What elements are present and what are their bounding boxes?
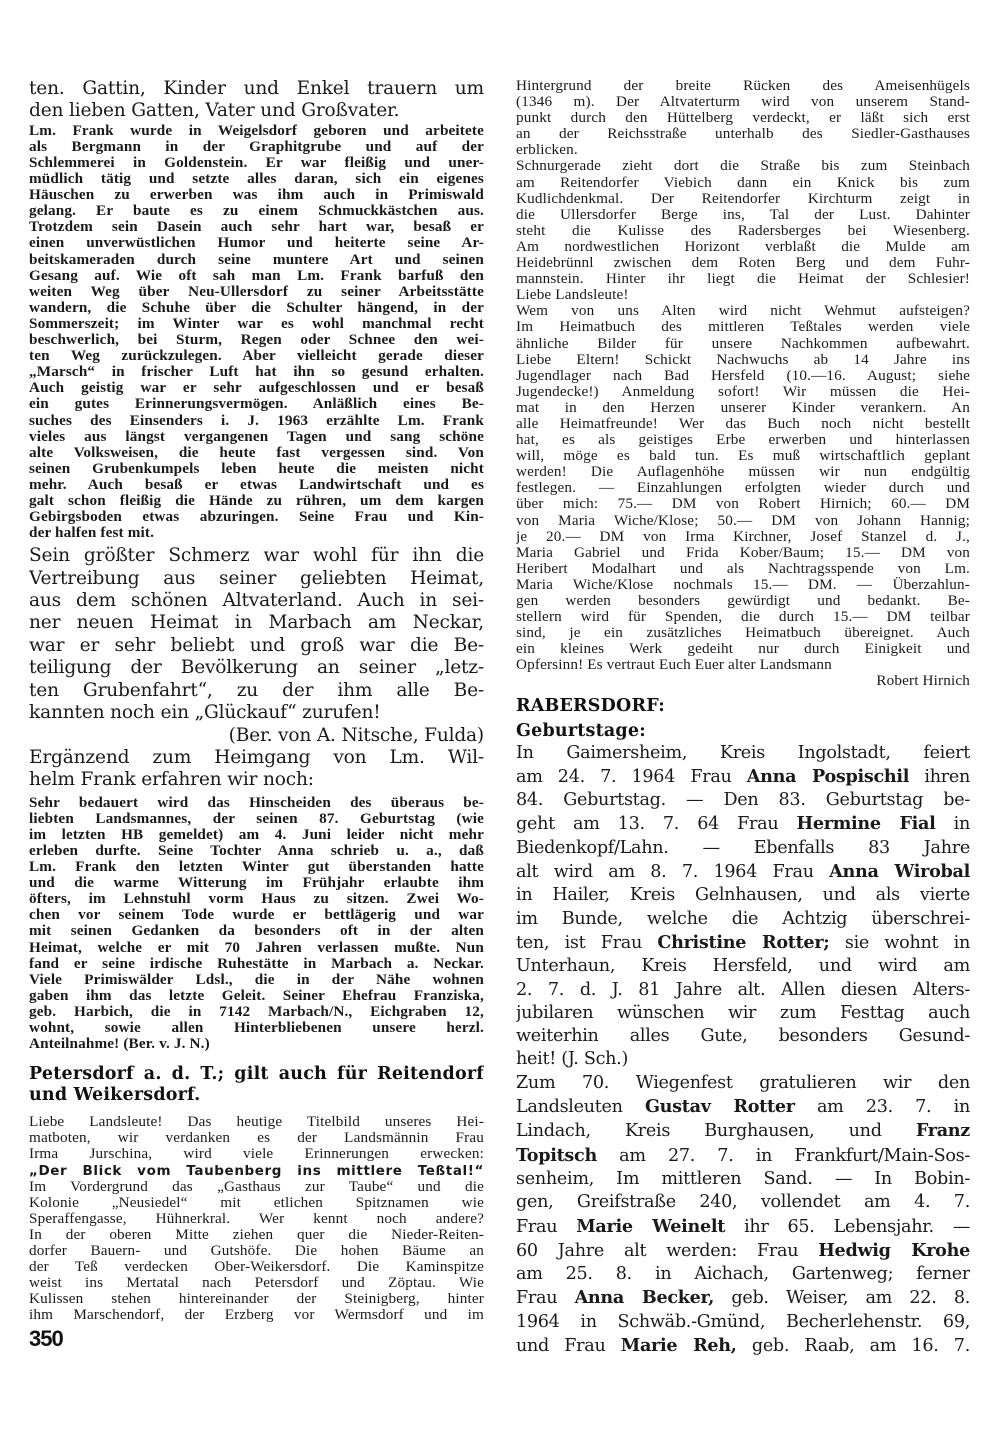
text-line: Im Vordergrund das „Gasthaus zur Taube“ und die (29, 1178, 484, 1195)
text-line: teiligung der Bevölkerung an seiner „letz- (29, 657, 484, 679)
supplement-body (29, 795, 484, 1053)
birthday-text-line (516, 1048, 970, 1071)
birthday-text-line (516, 955, 970, 978)
text-line: ten Weg zurückzulegen. Aber vielleicht gerade dieser (29, 348, 484, 365)
text-line: beschwerlich, bei Sturm, Regen oder Schnee den wei- (29, 332, 484, 349)
text-line: Lm. Frank wurde in Weigelsdorf geboren und arbeitete (29, 122, 484, 139)
birthday-text-line (516, 812, 970, 836)
person-name: Hedwig Krohe (818, 1239, 970, 1261)
text-line: Kolonie „Neusiedel“ mit etlichen Spitznamen wie (29, 1194, 484, 1211)
text-line: (1346 m). Der Altvaterturm wird von unserem Stand- (516, 94, 970, 111)
text-line: erleben durfte. Seine Tochter Anna schrieb u. a., daß (29, 843, 484, 859)
text-line: Schnurgerade zieht dort die Straße bis zum Steinbach (516, 158, 970, 175)
text-line: Kudlichdenkmal. Der Reitendorfer Kirchturm zeigt in (516, 190, 970, 207)
person-name: Anna Wirobal (829, 861, 970, 883)
text-line: ähnliche Bilder für unsere Nachkommen aufbewahrt. (516, 335, 970, 352)
birthday-text-line (516, 1263, 970, 1286)
text-line: Kulissen stehen hintereinander der Steinigberg, hinter (29, 1291, 484, 1308)
text-line: Lm. Frank den letzten Winter gut überstanden hatte (29, 859, 484, 876)
text-run: am 24. 7. 1964 Frau (516, 766, 747, 787)
text-line: Maria Gabriel und Frida Kober/Baum; 15.— DM von (516, 544, 970, 561)
text-line: weiten Weg über Neu-Ullersdorf zu seiner Arbeitsstätte (29, 283, 484, 300)
text-line: Petersdorf a. d. T.; gilt auch für Reitendorf (29, 1064, 484, 1085)
text-line: festlegen. — Einzahlungen erfolgten wieder durch und (516, 480, 970, 497)
text-line: steht die Kulisse des Radersberges bei Wiesenberg. (516, 222, 970, 239)
text-run: jubilaren wünschen wir zum Festtag auch (516, 1002, 970, 1023)
text-line: am Reitendorfer Viebich dann ein Knick bis zum (516, 174, 970, 191)
birthday-text-line (516, 1334, 970, 1358)
text-run: gen, Greifstraße 240, vollendet am 4. 7. (516, 1192, 970, 1213)
text-line: werden! Die Auflagenhöhe müssen wir nun endgültig (516, 464, 970, 481)
text-line: Heribert Modalhart und als Nachtragsspende von Lm. (516, 560, 970, 577)
person-name: Franz (915, 1120, 970, 1142)
birthday-text-line (516, 860, 970, 884)
person-name: Marie Reh, (620, 1334, 737, 1356)
text-line: Speraffengasse, Hühnerkral. Wer kennt noch andere? (29, 1210, 484, 1227)
text-line: war er sehr beliebt und groß war die Be- (29, 634, 484, 656)
birthday-text-line (516, 837, 970, 860)
text-line: öfters, im Lehnstuhl vorm Haus zu sitzen. Zwei Wo- (29, 891, 484, 908)
tribute-credit: (Ber. von A. Nitsche, Fulda) (228, 724, 484, 746)
text-run: Landsleuten (516, 1097, 645, 1118)
text-line: Gesang auf. Wie oft sah man Lm. Frank barfuß den (29, 267, 484, 284)
text-line: müdlich tätig und setzte alles daran, sich ein eigenes (29, 171, 484, 188)
text-line: „Marsch“ in frischer Luft hat ihn so gesund erhalten. (29, 364, 484, 381)
birthday-text-line (516, 884, 970, 907)
text-line: wohnt, sowie allen Hinterbliebenen unsere herzl. (29, 1020, 484, 1037)
text-run: ihr 65. Lebensjahr. — (725, 1216, 970, 1237)
text-run: 60 Jahre alt werden: Frau (516, 1240, 819, 1261)
text-line: Jugendlager nach Bad Hersfeld (10.—16. August; siehe (516, 367, 970, 384)
text-line: Wem von uns Alten wird nicht Wehmut aufsteigen? (516, 303, 970, 320)
text-line: Ergänzend zum Heimgang von Lm. Wil- (29, 746, 484, 768)
left-column (29, 78, 484, 1323)
text-run: In Gaimersheim, Kreis Ingolstadt, feiert (516, 742, 970, 763)
text-line: Sommerszeit; im Winter war es wohl manchmal recht (29, 315, 484, 332)
tribute-paragraph (29, 545, 484, 724)
text-line: Jugendecke!) Anmeldung sofort! Wir müssen die Hei- (516, 383, 970, 400)
birthday-text-line (516, 1239, 970, 1263)
text-run: sie wohnt in (829, 932, 970, 953)
birthday-text-line (516, 1311, 970, 1334)
text-run: geb. Raab, am 16. 7. (736, 1335, 970, 1356)
subheading-birthdays: Geburtstage: (516, 720, 646, 741)
person-name: Christine Rotter; (657, 931, 830, 953)
text-line: den lieben Gatten, Vater und Großvater. (29, 100, 400, 122)
text-line: Sein größter Schmerz war wohl für ihn die (29, 545, 484, 567)
text-line: Häuschen zu erwerben was ihm auch in Primiswald (29, 187, 484, 204)
text-line: gen werden besonders gewürdigt und bedankt. Be- (516, 593, 970, 609)
page-number: 350 (29, 1326, 63, 1351)
text-line: Vertreibung aus seiner geliebten Heimat, (29, 567, 484, 589)
text-run: heit! (J. Sch.) (516, 1049, 629, 1070)
text-line: alte Volksweisen, die heute fast vergessen sind. Von (29, 444, 484, 461)
birthday-text-line (516, 1191, 970, 1214)
person-name: Marie Weinelt (576, 1215, 726, 1237)
person-name: Topitsch (516, 1144, 597, 1166)
text-line: und Weikersdorf. (29, 1085, 201, 1106)
text-line: und die warme Witterung im Frühjahr erlaubte ihm (29, 875, 484, 892)
text-line: vieles aus längst vergangenen Tagen und sang schöne (29, 428, 484, 445)
text-line: stellern wird für Spenden, die durch 15.— DM teilbar (516, 609, 970, 626)
text-line: ein kleines Werk gedeiht nur durch Einigkeit und (516, 641, 970, 658)
text-run: geb. Weiser, am 22. 8. (714, 1288, 970, 1309)
text-line: beitskameraden durch seine muntere Art und seinen (29, 251, 484, 268)
text-line: Liebe Eltern! Schickt Nachwuchs ab 14 Jahre ins (516, 351, 970, 368)
text-line: hat, es als geistiges Erbe erwerben und hinterlassen (516, 432, 970, 449)
text-line: Liebe Landsleute! Das heutige Titelbild unseres Hei- (29, 1114, 484, 1131)
person-name: Gustav Rotter (644, 1096, 795, 1118)
text-line: Am nordwestlichen Horizont verblaßt die Mulde am (516, 238, 970, 255)
text-line: wandern, die Schuhe über die Schulter hängend, in der (29, 299, 484, 316)
text-line: In der oberen Mitte ziehen quer die Nieder-Reiten- (29, 1226, 484, 1243)
text-run: am 25. 8. in Aichach, Gartenweg; ferner (516, 1264, 970, 1285)
text-line: Gebirgsboden etwas abzuringen. Seine Frau und Kin- (29, 509, 484, 526)
text-line: aus dem schönen Altvaterland. Auch in sei- (29, 590, 484, 612)
text-line: Sehr bedauert wird das Hinscheiden des überaus be- (29, 794, 484, 811)
obituary-intro (29, 78, 484, 123)
text-line: will, möge es bald tun. Es muß wirtschaftlich geplant (516, 448, 970, 465)
text-line: dorfer Bauern- und Gutshöfe. Die hohen Bäume an (29, 1242, 484, 1259)
birthday-text-line (516, 931, 970, 955)
text-line: chen vor seinem Tode wurde er bettlägerig und war (29, 907, 484, 924)
text-line: punkt durch den Hüttelberg verdeckt, er läßt sich erst (516, 110, 970, 127)
text-line: erblicken. (516, 142, 578, 159)
text-line: einen unverwüstlichen Humor und heiterte seine Ar- (29, 235, 484, 252)
text-run: Biedenkopf/Lahn. — Ebenfalls 83 Jahre (516, 837, 970, 858)
text-run: im Bunde, welche die Achtzig überschrei- (516, 908, 970, 929)
birthday-text-line (516, 1025, 970, 1048)
text-run: am 23. 7. in (794, 1097, 970, 1118)
text-line: sind, je ein zusätzliches Heimatbuch übereignet. Auch (516, 625, 970, 642)
petersdorf-body-description (29, 1179, 484, 1324)
right-column (516, 78, 970, 1358)
text-run: am 27. 7. in Frankfurt/Main-Sos- (596, 1145, 970, 1166)
text-line: Maria Wiche/Klose nochmals 15.— DM. — Überzahlun- (516, 576, 970, 593)
text-run: in Hailer, Kreis Gelnhausen, und als vierte (516, 885, 970, 906)
person-name: Anna Pospischil (746, 765, 910, 787)
text-line: Hintergrund der breite Rücken des Ameisenhügels (516, 78, 970, 94)
text-line: weist ins Mertatal nach Petersdorf und Zöptau. Wie (29, 1275, 484, 1292)
text-line: Heimat, welche er mit 70 Jahren verlassen mußte. Nun (29, 939, 484, 956)
text-line: Im Heimatbuch des mittleren Teßtales werden viele (516, 319, 970, 336)
text-line: matboten, wir verdanken es der Landsmännin Frau (29, 1130, 484, 1147)
text-line: über mich: 75.— DM von Robert Hirnich; 60.— DM (516, 496, 970, 513)
text-run: Unterhaun, Kreis Hersfeld, und wird am (516, 956, 970, 977)
signature: Robert Hirnich (876, 673, 970, 690)
text-run: 1964 in Schwäb.-Gmünd, Becherlehenstr. 69, (516, 1311, 970, 1332)
text-line: ner neuen Heimat in Marbach am Neckar, (29, 612, 484, 634)
birthday-text-line (516, 1072, 970, 1095)
text-run: in (935, 814, 970, 835)
text-line: ein gutes Erinnerungsvermögen. Anläßlich eines Be- (29, 396, 484, 413)
text-line: Trotzdem sein Dasein auch sehr hart war, besaß er (29, 219, 484, 236)
text-line: ten Grubenfahrt“, zu der ihm alle Be- (29, 679, 484, 701)
birthday-text-line (516, 1119, 970, 1143)
text-line: suches des Einsenders i. J. 1963 erzählte Lm. Frank (29, 412, 484, 429)
petersdorf-heading (29, 1064, 484, 1106)
person-name: Anna Becker, (574, 1287, 715, 1309)
section-heading-rabersdorf: RABERSDORF: (516, 695, 665, 716)
text-line: mit seinen Gedanken da besonders oft in der alten (29, 923, 484, 940)
text-line: die Ullersdorfer Berge ins, Tal der Lust. Dahinter (516, 206, 970, 223)
birthday-text-line (516, 908, 970, 931)
birthday-text-line (516, 1144, 970, 1168)
text-line: Heidebrünnl zwischen dem Roten Berg und dem Fuhr- (516, 255, 970, 272)
birthday-text-line (516, 1286, 970, 1310)
text-line: mat in den Herzen unserer Kinder verankern. An (516, 399, 970, 416)
birthday-text-line (516, 765, 970, 789)
text-line: an der Reichsstraße unterhalb des Siedler-Gasthauses (516, 126, 970, 143)
text-run: 2. 7. d. J. 81 Jahre alt. Allen diesen Alters- (516, 979, 970, 1000)
petersdorf-body-intro (29, 1114, 484, 1162)
birthday-text-line (516, 1168, 970, 1191)
text-run: 84. Geburtstag. — Den 83. Geburtstag be- (516, 790, 970, 811)
text-run: ten, ist Frau (516, 932, 658, 953)
text-run: senheim, Im mittleren Sand. — In Bobin- (516, 1168, 970, 1189)
text-line: Irma Jurschina, wird viele Erinnerungen erwecken: (29, 1146, 484, 1163)
birthday-text-line (516, 1215, 970, 1239)
text-run: ihren (909, 766, 970, 787)
text-line: von Maria Wiche/Klose; 50.— DM von Johann Hannig; (516, 512, 970, 529)
text-line: ihm Marschendorf, der Erzberg vor Wermsdorf und im (29, 1307, 484, 1324)
text-line: mehr. Auch besaß er etwas Landwirtschaft und es (29, 476, 484, 493)
text-run: weiterhin alles Gute, besonders Gesund- (516, 1026, 970, 1047)
birthday-text-line (516, 1095, 970, 1119)
birthdays-list (516, 742, 970, 1359)
text-run: alt wird am 8. 7. 1964 Frau (516, 862, 830, 883)
text-run: Frau (516, 1216, 577, 1237)
supplement-intro (29, 747, 484, 792)
title-image-caption: „Der Blick vom Taubenberg ins mittlere Teßtal!“ (29, 1162, 484, 1179)
text-run: geht am 13. 7. 64 Frau (516, 814, 797, 835)
text-run: Lindach, Kreis Burghausen, und (516, 1121, 916, 1142)
text-line: mannstein. Hinter ihr liegt die Heimat der Schlesier! (516, 271, 970, 288)
text-line: kannten noch ein „Glückauf“ zurufen! (29, 702, 381, 724)
birthday-text-line (516, 789, 970, 812)
text-line: ten. Gattin, Kinder und Enkel trauern um (29, 78, 484, 99)
text-line: geb. Harbich, die in 7142 Marbach/N., Eichgraben 12, (29, 1003, 484, 1020)
text-line: Auch geistig war er sehr aufgeschlossen und er besaß (29, 380, 484, 397)
text-line: Viele Primiswälder Ldsl., die in der Nähe wohnen (29, 971, 484, 988)
text-run: und Frau (516, 1335, 621, 1356)
text-line: als Bergmann in der Graphitgrube und auf der (29, 138, 484, 155)
text-line: seinen Grubenkumpels leben heute die meisten nicht (29, 460, 484, 477)
obituary-body (29, 123, 484, 541)
text-line: Opfersinn! Es vertraut Euch Euer alter Landsmann (516, 657, 832, 674)
text-line: je 20.— DM von Irma Kirchner, Josef Stanzel d. J., (516, 528, 970, 545)
birthday-text-line (516, 979, 970, 1002)
text-run: Zum 70. Wiegenfest gratulieren wir den (516, 1072, 970, 1093)
text-line: Anteilnahme! (Ber. v. J. N.) (29, 1036, 210, 1053)
text-line: Schlemmerei in Goldenstein. Er war fleißig und uner- (29, 155, 484, 171)
text-line: galt schon fleißig die Hände zu rühren, um dem kargen (29, 492, 484, 509)
text-line: gelang. Er baute es zu einem Schmuckkästchen aus. (29, 203, 484, 220)
birthday-text-line (516, 1002, 970, 1025)
text-line: der halfen fest mit. (29, 525, 155, 542)
text-line: fand er seine irdische Ruhestätte in Marbach a. Neckar. (29, 955, 484, 972)
text-line: helm Frank erfahren wir noch: (29, 769, 314, 791)
text-line: Liebe Landsleute! (516, 287, 629, 304)
text-line: der Teß verdecken Ober-Weikersdorf. Die Kaminspitze (29, 1259, 484, 1276)
person-name: Hermine Fial (796, 813, 936, 835)
petersdorf-continued (516, 78, 970, 673)
text-line: gaben ihm das letzte Geleit. Seiner Ehefrau Franziska, (29, 987, 484, 1004)
text-line: liebten Landsmannes, der seinen 87. Geburtstag (wie (29, 810, 484, 827)
text-run: Frau (516, 1288, 575, 1309)
text-line: im letzten HB gemeldet) am 4. Juni leider nicht mehr (29, 826, 484, 843)
birthday-text-line (516, 742, 970, 765)
text-line: alle Heimatfreunde! Wer das Buch noch nicht bestellt (516, 415, 970, 432)
